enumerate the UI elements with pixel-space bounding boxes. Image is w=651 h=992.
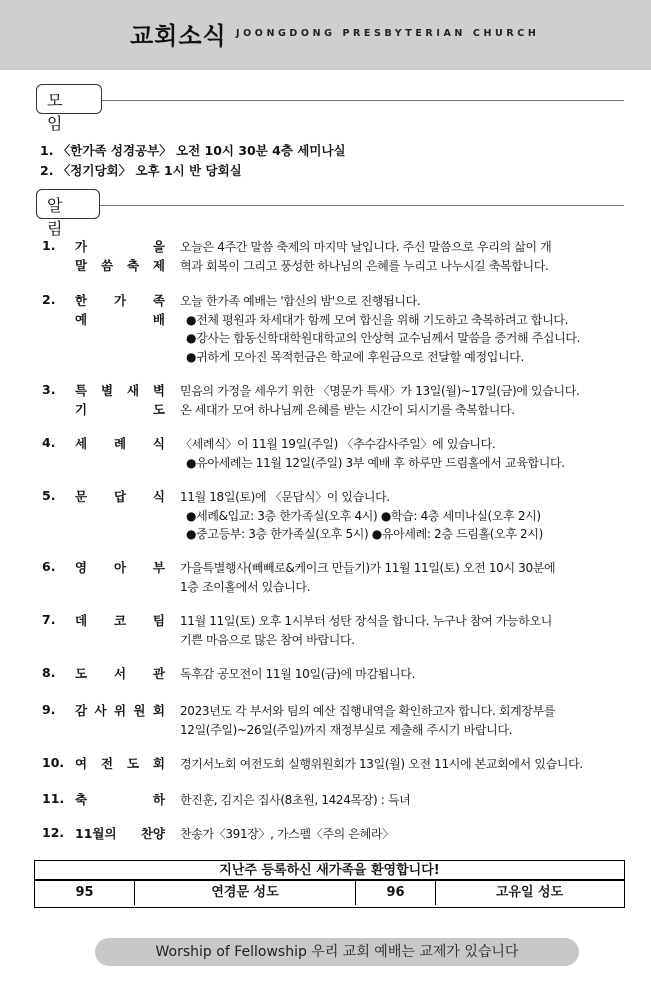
table-row: [35, 881, 624, 905]
notice-body-line: 2023년도 각 부서와 팀의 예산 집행내역을 확인하고자 합니다. 회계장부를: [180, 704, 556, 718]
notice-title-line: 데 코 팀: [75, 613, 165, 628]
notice-body: [180, 702, 628, 739]
notice-body: [180, 435, 628, 472]
table-cell: 96: [356, 881, 436, 905]
notice-body-line: 12일(주일)~26일(주일)까지 재정부실로 제출해 주시기 바랍니다.: [180, 722, 513, 737]
notice-body-line: ●귀하게 모아진 목적헌금은 학교에 후원금으로 전달할 예정입니다.: [186, 349, 524, 364]
notice-title-line: 영 아 부: [75, 560, 165, 575]
notice-body-line: 독후감 공모전이 11월 10일(금)에 마감됩니다.: [180, 667, 415, 681]
meetings-label: 모 임: [36, 84, 102, 114]
notice-number: 12.: [42, 825, 65, 840]
notice-number: 8.: [42, 665, 56, 680]
notice-title-line: 문 답 식: [75, 489, 165, 504]
meeting-item: 2. 〈정기당회〉 오후 1시 반 당회실: [40, 163, 242, 178]
notice-body: [180, 612, 628, 649]
section-divider: [98, 205, 624, 206]
notice-title-line: 말 씀 축 제: [75, 257, 165, 273]
notice-title: [75, 435, 165, 454]
notice-number: 6.: [42, 559, 56, 574]
notice-body-line: 한진훈, 김지은 집사(8초원, 1424목장) : 득녀: [180, 793, 411, 807]
notice-body-line: 〈세례식〉이 11월 19일(주일) 〈추수감사주일〉에 있습니다.: [180, 437, 496, 451]
notice-body-line: 오늘은 4주간 말씀 축제의 마지막 날입니다. 주신 말씀으로 우리의 삶이 개: [180, 240, 552, 254]
notice-title: [75, 382, 165, 419]
notice-body-line: ●중고등부: 3층 한가족실(오후 5시) ●유아세례: 2층 드림홀(오후 2시): [186, 527, 543, 541]
new-family-heading: 지난주 등록하신 새가족을 환영합니다!: [35, 861, 624, 881]
notice-body-line: ●강사는 합동신학대학원대학교의 안상혁 교수님께서 말씀을 증거해 주십니다.: [186, 331, 581, 345]
notice-body: [180, 791, 628, 810]
notice-body-line: ●전체 평원과 차세대가 함께 모여 합신을 위해 기도하고 축복하려고 합니다.: [186, 312, 569, 327]
notice-body-line: 오늘 한가족 예배는 '합신의 밤'으로 진행됩니다.: [180, 294, 421, 308]
notice-title-line: 예 배: [75, 311, 165, 327]
notice-body-line: 11월 11일(토) 오후 1시부터 성탄 장식을 합니다. 누구나 참여 가능하오니: [180, 614, 553, 628]
notice-title: [75, 612, 165, 631]
notice-number: 5.: [42, 488, 56, 503]
notice-body-line: 찬송가〈391장〉, 가스펠〈주의 은혜라〉: [180, 827, 394, 841]
notice-body-line: 경기서노회 여전도회 실행위원회가 13일(월) 오전 11시에 본교회에서 있습니다.: [180, 757, 583, 771]
notices-label: 알 림: [36, 189, 100, 219]
table-cell: 고유일 성도: [495, 885, 564, 900]
notice-body-line: ●세례&입교: 3층 한가족실(오후 4시) ●학습: 4층 세미나실(오후 2시): [186, 508, 541, 523]
notice-title-line: 특 별 새 벽: [75, 383, 165, 398]
notice-body: [180, 382, 628, 419]
notice-body: [180, 755, 628, 774]
table-cell: 95: [35, 881, 135, 905]
notice-number: 3.: [42, 382, 56, 397]
notice-body: [180, 559, 628, 596]
meeting-item: 1. 〈한가족 성경공부〉 오전 10시 30분 4층 세미나실: [40, 143, 346, 158]
notice-title: [75, 791, 165, 810]
notice-title: [75, 825, 165, 844]
notice-title-line: 축 하: [75, 792, 165, 807]
notice-number: 10.: [42, 755, 65, 770]
notice-title: [75, 665, 165, 684]
notice-body: [180, 488, 628, 544]
notice-number: 11.: [42, 791, 65, 806]
notice-title-line: 11월의 찬양: [75, 826, 165, 841]
new-family-table: [34, 860, 625, 908]
notice-body: [180, 238, 628, 275]
notice-body-line: 1층 조이홀에서 있습니다.: [180, 579, 311, 594]
notice-title-line: 감 사 위 원 회: [75, 703, 165, 718]
notice-number: 7.: [42, 612, 56, 627]
notice-title: [75, 559, 165, 578]
notice-body-line: ●유아세례는 11월 12일(주일) 3부 예배 후 하루만 드림홀에서 교육합니다.: [186, 455, 565, 470]
notice-number: 4.: [42, 435, 56, 450]
notice-number: 9.: [42, 702, 56, 717]
notice-title: [75, 238, 165, 275]
church-name: JOONGDONG PRESBYTERIAN CHURCH: [236, 28, 540, 39]
header-bar: [0, 0, 651, 70]
footer-banner: Worship of Fellowship 우리 교회 예배는 교제가 있습니다: [95, 938, 579, 966]
notice-number: 2.: [42, 292, 56, 307]
notice-title: [75, 488, 165, 507]
notice-body-line: 믿음의 가정을 세우기 위한 〈명문가 특새〉가 13일(월)~17일(금)에 있습니다.: [180, 384, 580, 398]
notice-body-line: 온 세대가 모여 하나님께 은혜를 받는 시간이 되시기를 축복합니다.: [180, 402, 515, 417]
notice-body-line: 11월 18일(토)에 〈문답식〉이 있습니다.: [180, 490, 390, 504]
notice-number: 1.: [42, 238, 56, 253]
notice-body-line: 가을특별행사(빼빼로&케이크 만들기)가 11월 11일(토) 오전 10시 30분에: [180, 561, 556, 575]
table-cell: 연경문 성도: [135, 881, 356, 905]
notice-title-line: 가 을: [75, 239, 165, 254]
notice-title-line: 도 서 관: [75, 666, 165, 681]
notice-body-line: 혁과 회복이 그리고 풍성한 하나님의 은혜를 누리고 나누시길 축복합니다.: [180, 258, 549, 273]
notice-title-line: 여 전 도 회: [75, 756, 165, 771]
notice-title-line: 한 가 족: [75, 293, 165, 308]
notice-title-line: 세 례 식: [75, 436, 165, 451]
page-title: 교회소식: [130, 22, 227, 50]
notice-title: [75, 702, 165, 721]
notice-body-line: 기쁜 마음으로 많은 참여 바랍니다.: [180, 632, 355, 647]
notice-body: [180, 665, 628, 684]
notice-title: [75, 292, 165, 329]
notice-body: [180, 292, 628, 366]
notice-title-line: 기 도: [75, 401, 165, 417]
notice-body: [180, 825, 628, 844]
section-divider: [100, 100, 624, 101]
notice-title: [75, 755, 165, 774]
